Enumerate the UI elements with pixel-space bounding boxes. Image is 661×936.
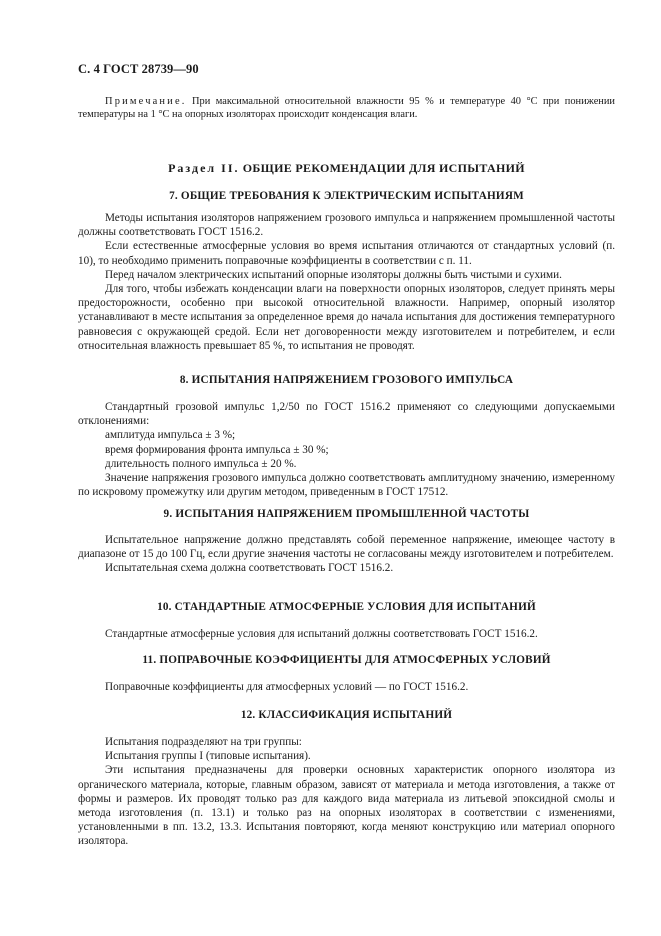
- s10-text: Стандартные атмосферные условия для испытаний должны соответствовать ГОСТ 1516.2.: [105, 628, 538, 640]
- s7-heading: 7. ОБЩИЕ ТРЕБОВАНИЯ К ЭЛЕКТРИЧЕСКИМ ИСПЫТАНИЯМ: [169, 190, 524, 202]
- s8-item: амплитуда импульса ± 3 %;: [105, 429, 236, 442]
- s10-heading: 10. СТАНДАРТНЫЕ АТМОСФЕРНЫЕ УСЛОВИЯ ДЛЯ ИСПЫТАНИЙ: [157, 601, 536, 613]
- section-label: Раздел II.: [168, 161, 240, 175]
- s9-heading: 9. ИСПЫТАНИЯ НАПРЯЖЕНИЕМ ПРОМЫШЛЕННОЙ ЧАСТОТЫ: [163, 508, 530, 520]
- s7-paragraph: Для того, чтобы избежать конденсации влаги на поверхности опорных изоляторов, следует принять меры предосторожности, особенно при высокой относительной влажности. Например, опорный изолятор устанавливают в месте испытания за определенное время до начала испытания для достижения температурного равновесия с окружающей средой. Если нет договоренности между изготовителем и потребителем, и если относительная влажность превышает 85 %, то испытания не проводят.: [78, 283, 615, 352]
- s11-heading: 11. ПОПРАВОЧНЫЕ КОЭФФИЦИЕНТЫ ДЛЯ АТМОСФЕРНЫХ УСЛОВИЙ: [142, 654, 551, 666]
- s11-body: [78, 680, 615, 694]
- note: [78, 95, 615, 121]
- note-text: При максимальной относительной влажности 95 % и температуре 40 °С при понижении температуры на 1 °С на опорных изоляторах происходит конденсация влаги.: [78, 96, 615, 120]
- s7-body: [78, 211, 615, 353]
- s11-text: Поправочные коэффициенты для атмосферных условий — по ГОСТ 1516.2.: [105, 681, 469, 693]
- s8-body: [78, 400, 615, 499]
- s8-heading: 8. ИСПЫТАНИЯ НАПРЯЖЕНИЕМ ГРОЗОВОГО ИМПУЛЬСА: [179, 374, 514, 386]
- section-title: [78, 161, 615, 176]
- page-header: С. 4 ГОСТ 28739—90: [78, 62, 199, 76]
- section-heading: ОБЩИЕ РЕКОМЕНДАЦИИ ДЛЯ ИСПЫТАНИЙ: [239, 161, 525, 175]
- s12-heading: 12. КЛАССИФИКАЦИЯ ИСПЫТАНИЙ: [240, 709, 453, 721]
- s12-paragraph: Испытания подразделяют на три группы:: [105, 736, 302, 748]
- s9-paragraph: Испытательная схема должна соответствовать ГОСТ 1516.2.: [105, 562, 394, 575]
- s8-intro: Стандартный грозовой импульс 1,2/50 по ГОСТ 1516.2 применяют со следующими допускаемыми отклонениями:: [78, 401, 615, 428]
- s12-paragraph: Испытания группы I (типовые испытания).: [105, 750, 311, 763]
- s7-paragraph: Если естественные атмосферные условия во время испытания отличаются от стандартных условий (п. 10), то необходимо применить поправочные коэффициенты в соответствии с п. 11.: [78, 240, 615, 267]
- note-label: Примечание.: [105, 96, 187, 107]
- s9-body: [78, 533, 615, 576]
- s8-item: время формирования фронта импульса ± 30 %;: [105, 443, 329, 456]
- s8-item: длительность полного импульса ± 20 %.: [105, 457, 297, 470]
- s7-paragraph: Методы испытания изоляторов напряжением грозового импульса и напряжением промышленной частоты должны соответствовать ГОСТ 1516.2.: [78, 212, 615, 239]
- s8-outro: Значение напряжения грозового импульса должно соответствовать амплитудному значению, измеренному по искровому промежутку или другим методом, приведенным в ГОСТ 17512.: [78, 472, 615, 499]
- s10-body: [78, 627, 615, 641]
- s12-paragraph: Эти испытания предназначены для проверки основных характеристик опорного изолятора из органического материала, которые, главным образом, зависят от материала и метода изготовления, а также от формы и размеров. Их проводят только раз для каждого вида материала из литьевой эпоксидной смолы и метода изготовления (п. 13.1) и только раз на опорных изоляторах в соответствии с изменениями, установленными в пп. 13.2, 13.3. Испытания повторяют, когда меняют конструкцию или материал опорного изолятора.: [78, 764, 615, 848]
- s9-paragraph: Испытательное напряжение должно представлять собой переменное напряжение, имеющее частоту в диапазоне от 15 до 100 Гц, если другие значения частоты не согласованы между изготовителем и потребителем.: [78, 534, 615, 561]
- s7-paragraph: Перед началом электрических испытаний опорные изоляторы должны быть чистыми и сухими.: [105, 268, 562, 281]
- s12-body: [78, 735, 615, 849]
